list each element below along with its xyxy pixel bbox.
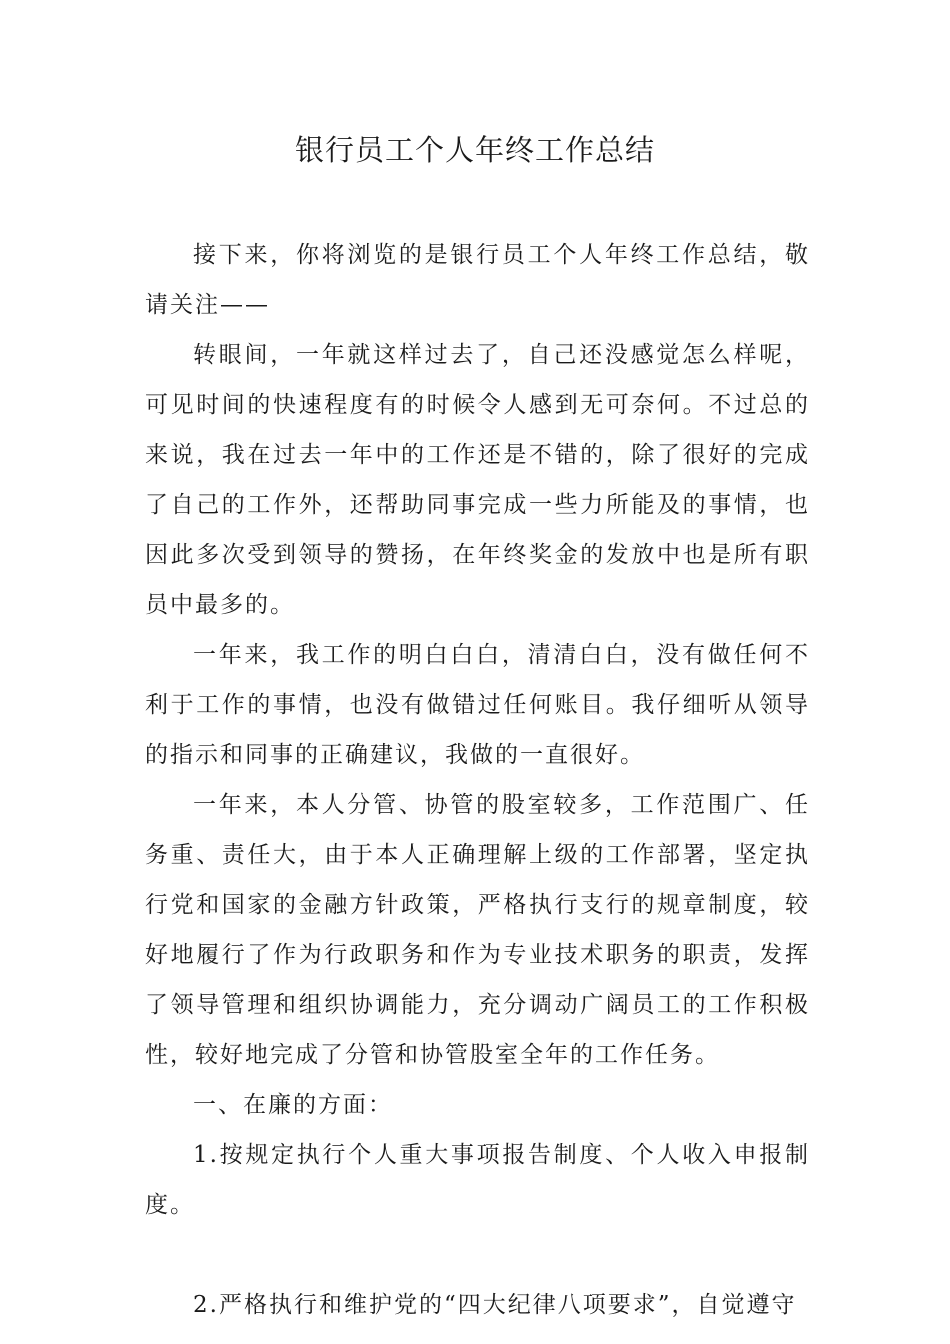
paragraph-responsibilities: 一年来，本人分管、协管的股室较多，工作范围广、任务重、责任大，由于本人正确理解上级的工作部署，坚定执行党和国家的金融方针政策，严格执行支行的规章制度，较好地履行了作为行政职务和作为专业技术职务的职责，发挥了领导管理和组织协调能力，充分调动广阔员工的工作积极性，较好地完成了分管和协管股室全年的工作任务。 [145,792,810,1068]
paragraph-work-clean: 一年来，我工作的明白白白，清清白白，没有做任何不利于工作的事情，也没有做错过任何账目。我仔细听从领导的指示和同事的正确建议，我做的一直很好。 [145,642,810,768]
document-body [145,230,810,1330]
document-title: 银行员工个人年终工作总结 [294,133,655,167]
section-heading-integrity: 一、在廉的方面： [193,1092,393,1118]
list-item-2: 2.严格执行和维护党的“四大纪律八项要求”，自觉遵守 [193,1292,797,1318]
list-item-1: 1.按规定执行个人重大事项报告制度、个人收入申报制度。 [145,1142,810,1218]
paragraph-time: 转眼间，一年就这样过去了，自己还没感觉怎么样呢，可见时间的快速程度有的时候令人感到无可奈何。不过总的来说，我在过去一年中的工作还是不错的，除了很好的完成了自己的工作外，还帮助同事完成一些力所能及的事情，也因此多次受到领导的赞扬，在年终奖金的发放中也是所有职员中最多的。 [145,342,810,618]
paragraph-intro: 接下来，你将浏览的是银行员工个人年终工作总结，敬请关注—— [145,242,810,318]
